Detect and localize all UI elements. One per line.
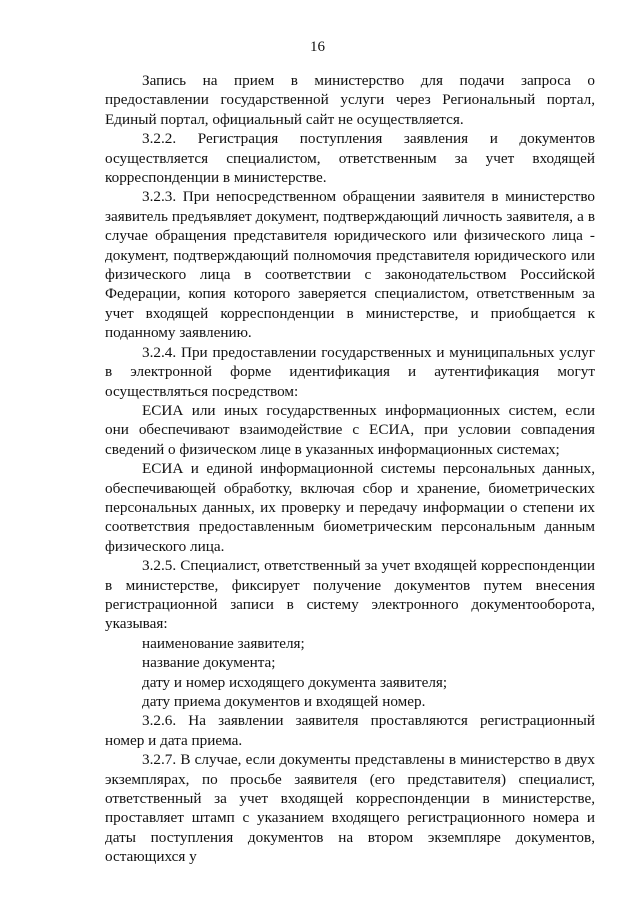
- list-item-document-title: название документа;: [142, 654, 276, 672]
- document-body: [105, 71, 595, 867]
- paragraph-3-2-7: 3.2.7. В случае, если документы представлены в министерство в двух экземплярах, по просьбе заявителя (его представителя) специалист, ответственный за учет входящей корреспонденции в министерстве, проставляет штамп с указанием входящего регистрационного номера и даты поступления документов на втором экземпляре документов, остающихся у: [105, 751, 595, 866]
- paragraph-3-2-4: 3.2.4. При предоставлении государственных и муниципальных услуг в электронной форме идентификация и аутентификация могут осуществляться посредством:: [105, 343, 595, 400]
- paragraph-3-2-2: 3.2.2. Регистрация поступления заявления и документов осуществляется специалистом, ответственным за учет входящей корреспонденции в министерстве.: [105, 130, 595, 187]
- list-item-receipt-date-number: дату приема документов и входящей номер.: [142, 693, 426, 710]
- paragraph-esia-biometric: ЕСИА и единой информационной системы персональных данных, обеспечивающей обработку, включая сбор и хранение, биометрических персональных данных, их проверку и передачу информации о степени их соответствия предоставленным биометрическим персональным данным физического лица.: [105, 460, 595, 555]
- paragraph-appointment: Запись на прием в министерство для подачи запроса о предоставлении государственной услуги через Региональный портал, Единый портал, официальный сайт не осуществляется.: [105, 72, 595, 128]
- paragraph-3-2-5: 3.2.5. Специалист, ответственный за учет входящей корреспонденции в министерстве, фиксирует получение документов путем внесения регистрационной записи в систему электронного документооборота, указывая:: [105, 557, 595, 633]
- paragraph-3-2-3: 3.2.3. При непосредственном обращении заявителя в министерство заявитель предъявляет документ, подтверждающий личность заявителя, а в случае обращения представителя юридического или физического лица - документ, подтверждающий полномочия представителя юридического или физического лица в соответствии с законодательством Российской Федерации, копия которого заверяется специалистом, ответственным за учет входящей корреспонденции в министерстве, и приобщается к поданному заявлению.: [105, 188, 595, 342]
- paragraph-3-2-6: 3.2.6. На заявлении заявителя проставляются регистрационный номер и дата приема.: [105, 712, 595, 749]
- paragraph-esia-systems: ЕСИА или иных государственных информационных систем, если они обеспечивают взаимодействие с ЕСИА, при условии совпадения сведений о физическом лице в указанных информационных системах;: [105, 401, 595, 458]
- page-number: 16: [310, 39, 325, 55]
- list-item-applicant-name: наименование заявителя;: [142, 634, 305, 652]
- list-item-outgoing-date-number: дату и номер исходящего документа заявителя;: [142, 673, 448, 691]
